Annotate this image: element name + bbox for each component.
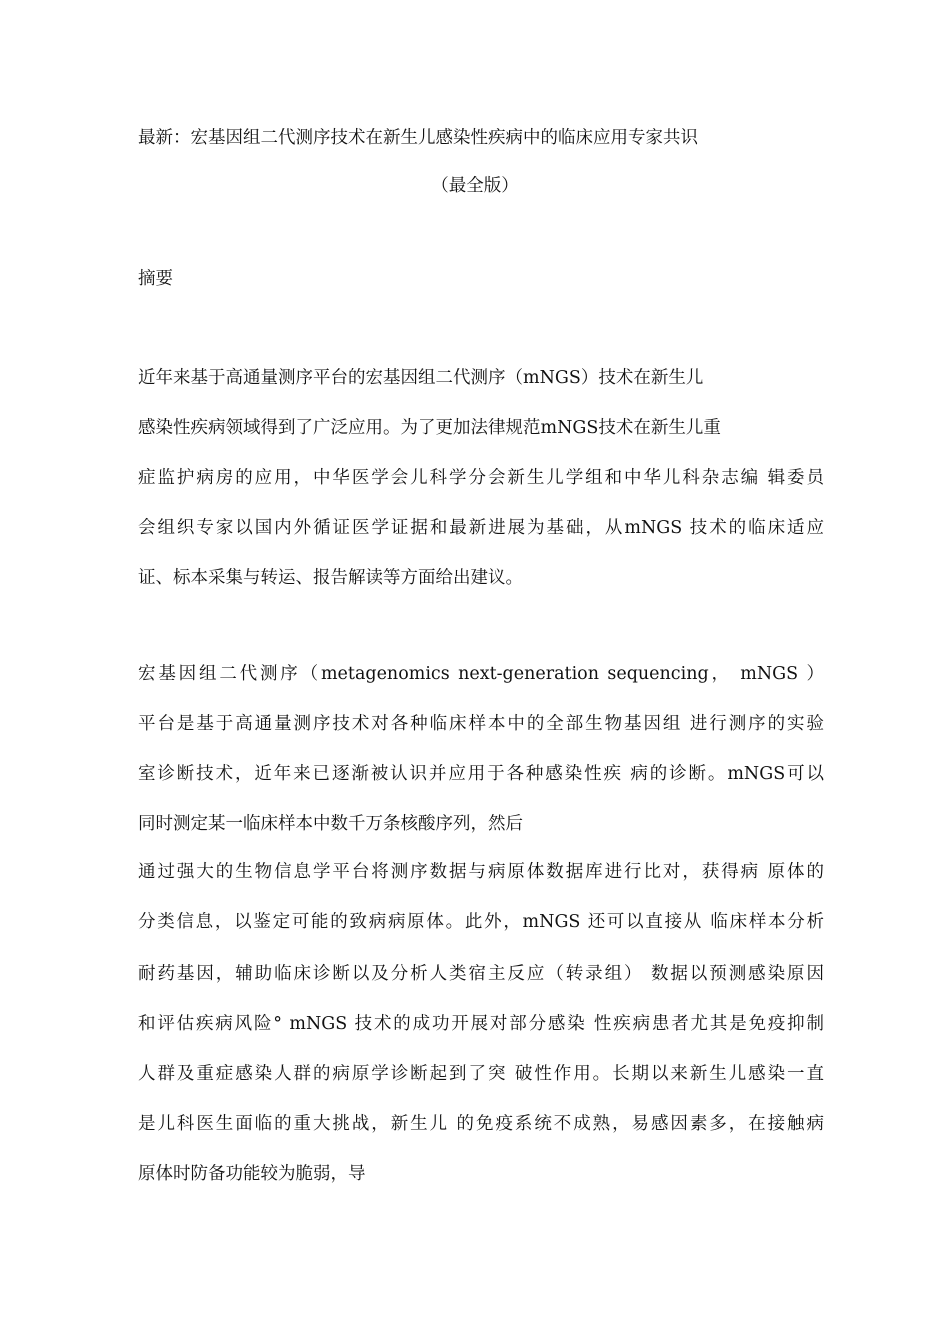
body-line: 平台是基于高通量测序技术对各种临床样本中的全部生物基因组 进行测序的实验 xyxy=(138,714,824,734)
body-line: 人群及重症感染人群的病原学诊断起到了突 破性作用。长期以来新生儿感染一直 xyxy=(138,1064,824,1084)
body-line: 通过强大的生物信息学平台将测序数据与病原体数据库进行比对，获得病 原体的 xyxy=(138,862,824,882)
document-subtitle: （最全版） xyxy=(431,176,519,196)
abstract-line: 近年来基于高通量测序平台的宏基因组二代测序（mNGS）技术在新生儿 xyxy=(138,368,704,388)
body-line: 原体时防备功能较为脆弱，导 xyxy=(138,1164,366,1184)
body-line: 宏基因组二代测序（metagenomics next-generation sequencing， mNGS ） xyxy=(138,664,824,684)
abstract-heading: 摘要 xyxy=(138,269,173,289)
body-line: 室诊断技术，近年来已逐渐被认识并应用于各种感染性疾 病的诊断。mNGS可以 xyxy=(138,764,824,784)
abstract-line: 会组织专家以国内外循证医学证据和最新进展为基础，从mNGS 技术的临床适应 xyxy=(138,518,824,538)
body-line: 耐药基因，辅助临床诊断以及分析人类宿主反应（转录组） 数据以预测感染原因 xyxy=(138,964,824,984)
abstract-line: 证、标本采集与转运、报告解读等方面给出建议。 xyxy=(138,568,523,588)
body-line: 和评估疾病风险° mNGS 技术的成功开展对部分感染 性疾病患者尤其是免疫抑制 xyxy=(138,1014,824,1034)
abstract-line: 感染性疾病领域得到了广泛应用。为了更加法律规范mNGS技术在新生儿重 xyxy=(138,418,721,438)
body-line: 分类信息，以鉴定可能的致病病原体。此外，mNGS 还可以直接从 临床样本分析 xyxy=(138,912,824,932)
body-line: 是儿科医生面临的重大挑战，新生儿 的免疫系统不成熟，易感因素多，在接触病 xyxy=(138,1114,824,1134)
body-line: 同时测定某一临床样本中数千万条核酸序列，然后 xyxy=(138,814,523,834)
document-title: 最新：宏基因组二代测序技术在新生儿感染性疾病中的临床应用专家共识 xyxy=(138,128,698,148)
abstract-line: 症监护病房的应用，中华医学会儿科学分会新生儿学组和中华儿科杂志编 辑委员 xyxy=(138,468,824,488)
